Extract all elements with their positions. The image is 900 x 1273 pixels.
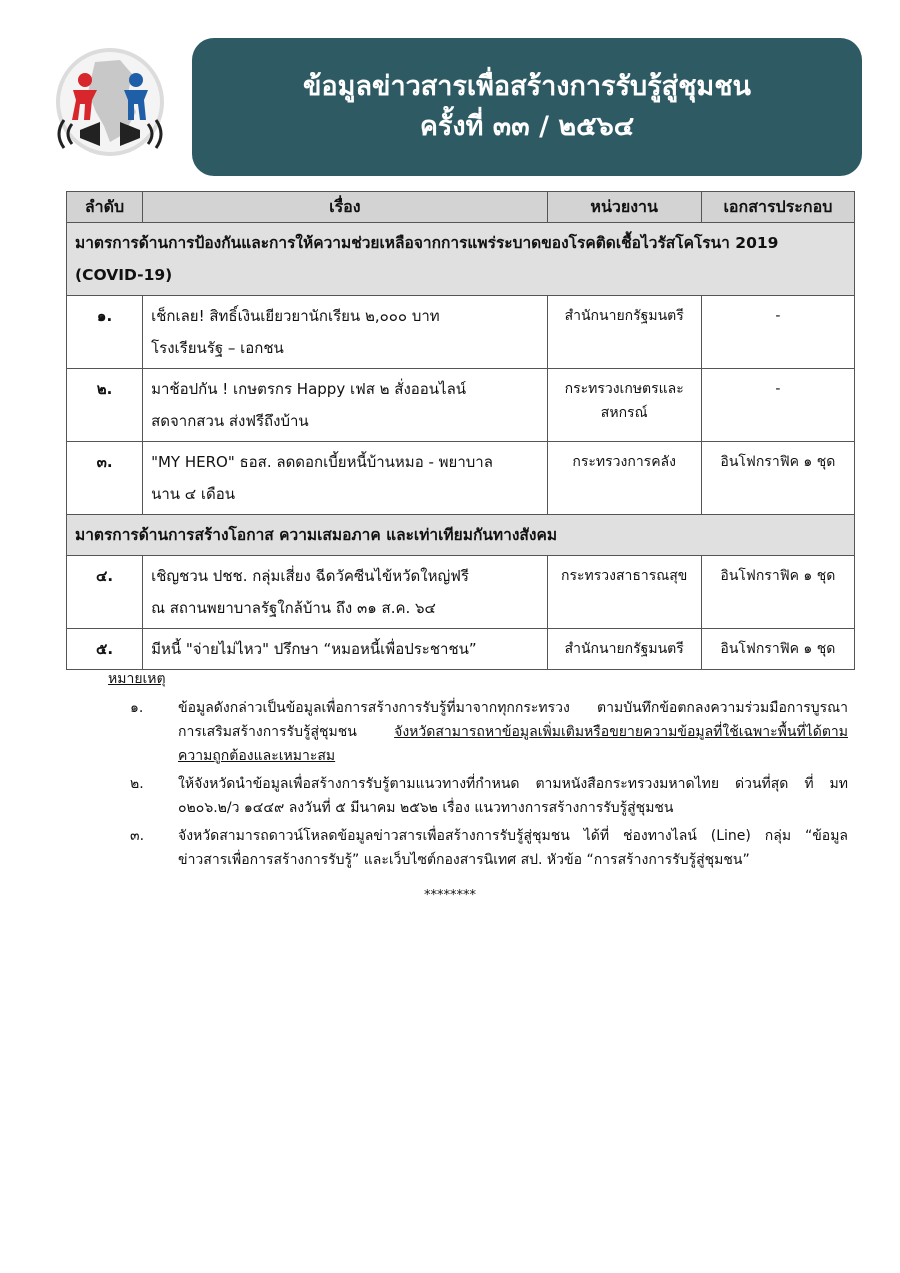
row-agency: สำนักนายกรัฐมนตรี — [547, 629, 701, 670]
header-topic: เรื่อง — [143, 192, 548, 223]
logo — [40, 42, 180, 162]
note-text-plain: ข้อมูลดังกล่าวเป็นข้อมูลเพื่อการสร้างการรับรู้ที่มาจากทุกกระทรวง ตามบันทึกข้อตกลงความร่วมมือการบูรณาการเสริมสร้างการรับรู้สู่ชุมชน — [178, 700, 848, 740]
note-item — [108, 696, 848, 768]
header-document: เอกสารประกอบ — [701, 192, 854, 223]
topic-line: มีหนี้ "จ่ายไม่ไหว" ปรึกษา “หมอหนี้เพื่อประชาชน” — [151, 640, 477, 658]
note-text: ให้จังหวัดนำข้อมูลเพื่อสร้างการรับรู้ตามแนวทางที่กำหนด ตามหนังสือกระทรวงมหาดไทย ด่วนที่สุด ที่ มท ๐๒๐๖.๒/ว ๑๔๔๙ ลงวันที่ ๕ มีนาคม ๒๕๖๒ เรื่อง แนวทางการสร้างการรับรู้สู่ชุมชน — [178, 776, 848, 816]
section-row — [67, 515, 855, 556]
row-number: ๔. — [67, 556, 143, 629]
row-agency: กระทรวงสาธารณสุข — [547, 556, 701, 629]
row-topic — [143, 556, 548, 629]
table-row — [67, 556, 855, 629]
header-agency: หน่วยงาน — [547, 192, 701, 223]
topic-line: โรงเรียนรัฐ – เอกชน — [151, 339, 284, 357]
row-topic — [143, 369, 548, 442]
table-row — [67, 296, 855, 369]
note-text-underlined: จังหวัดสามารถหาข้อมูลเพิ่มเติมหรือขยายความข้อมูลที่ใช้เฉพาะพื้นที่ได้ตามความถูกต้องและเหมาะสม — [178, 724, 848, 764]
title-banner — [192, 38, 862, 176]
row-document: - — [701, 369, 854, 442]
row-topic — [143, 629, 548, 670]
issue-number: ครั้งที่ ๓๓ / ๒๕๖๔ — [419, 111, 635, 142]
row-agency: กระทรวงการคลัง — [547, 442, 701, 515]
table-row — [67, 629, 855, 670]
section-equality: มาตรการด้านการสร้างโอกาส ความเสมอภาค และเท่าเทียมกันทางสังคม — [67, 515, 855, 556]
topic-line: มาช้อปกัน ! เกษตรกร Happy เฟส ๒ สั่งออนไลน์ — [151, 380, 467, 398]
note-item — [108, 824, 848, 872]
row-document: อินโฟกราฟิค ๑ ชุด — [701, 629, 854, 670]
table-row — [67, 442, 855, 515]
topic-line: สดจากสวน ส่งฟรีถึงบ้าน — [151, 412, 309, 430]
note-item — [108, 772, 848, 820]
row-number: ๓. — [67, 442, 143, 515]
end-mark: ******** — [424, 888, 476, 903]
row-number: ๑. — [67, 296, 143, 369]
row-topic — [143, 296, 548, 369]
page-title: ข้อมูลข่าวสารเพื่อสร้างการรับรู้สู่ชุมชน — [302, 71, 752, 102]
row-number: ๕. — [67, 629, 143, 670]
topic-line: "MY HERO" ธอส. ลดดอกเบี้ยหนี้บ้านหมอ - พยาบาล — [151, 453, 493, 471]
row-document: อินโฟกราฟิค ๑ ชุด — [701, 556, 854, 629]
note-number: ๒. — [130, 776, 144, 792]
news-table — [66, 191, 855, 670]
note-text: จังหวัดสามารถดาวน์โหลดข้อมูลข่าวสารเพื่อสร้างการรับรู้สู่ชุมชน ได้ที่ ช่องทางไลน์ (Line) กลุ่ม “ข้อมูลข่าวสารเพื่อการสร้างการรับรู้” และเว็บไซต์กองสารนิเทศ สป. หัวข้อ “การสร้างการรับรู้สู่ชุมชน” — [178, 828, 848, 868]
row-document: อินโฟกราฟิค ๑ ชุด — [701, 442, 854, 515]
topic-line: ณ สถานพยาบาลรัฐใกล้บ้าน ถึง ๓๑ ส.ค. ๖๔ — [151, 599, 436, 617]
row-topic — [143, 442, 548, 515]
notes-heading: หมายเหตุ — [108, 671, 166, 687]
row-number: ๒. — [67, 369, 143, 442]
row-document: - — [701, 296, 854, 369]
topic-line: เชิญชวน ปชช. กลุ่มเสี่ยง ฉีดวัคซีนไข้หวัดใหญ่ฟรี — [151, 567, 469, 585]
notes-section — [108, 668, 848, 876]
row-agency: กระทรวงเกษตรและสหกรณ์ — [547, 369, 701, 442]
note-number: ๓. — [130, 828, 145, 844]
table-header-row — [67, 192, 855, 223]
section-row — [67, 223, 855, 296]
row-agency: สำนักนายกรัฐมนตรี — [547, 296, 701, 369]
header-order: ลำดับ — [67, 192, 143, 223]
topic-line: เช็กเลย! สิทธิ์เงินเยียวยานักเรียน ๒,๐๐๐ บาท — [151, 307, 440, 325]
topic-line: นาน ๔ เดือน — [151, 485, 236, 503]
note-text — [170, 696, 848, 768]
table-row — [67, 369, 855, 442]
note-number: ๑. — [130, 700, 144, 716]
section-covid: มาตรการด้านการป้องกันและการให้ความช่วยเหลือจากการแพร่ระบาดของโรคติดเชื้อไวรัสโคโรนา 2019 (COVID-19) — [67, 223, 855, 296]
